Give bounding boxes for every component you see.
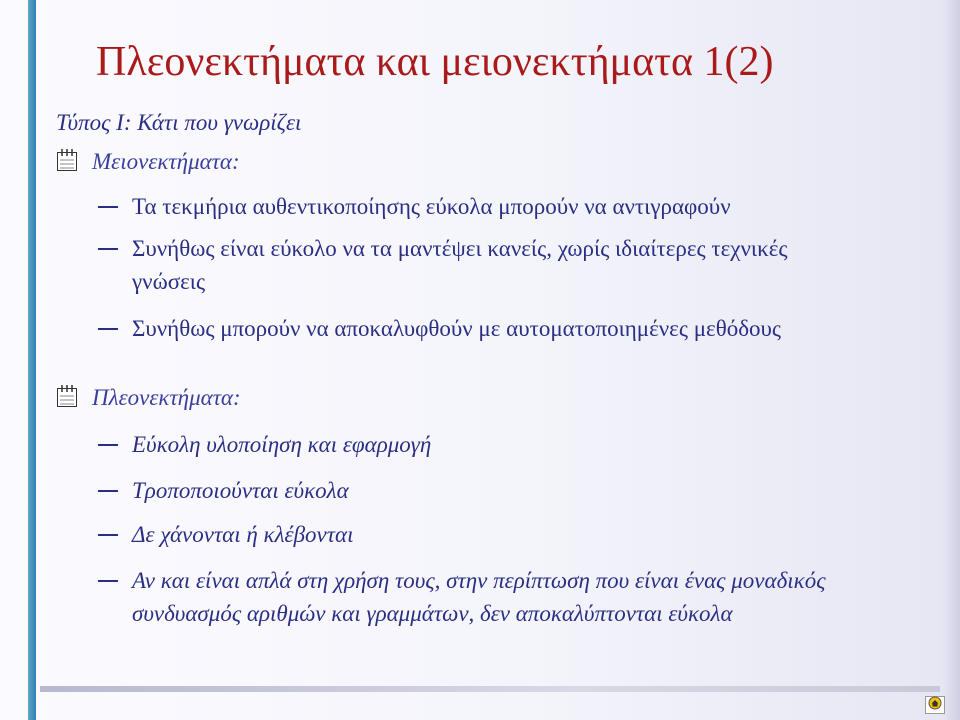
disadvantages-label: Μειονεκτήματα: [92,149,240,174]
dash-bullet [98,580,118,582]
advantage-item [98,428,898,461]
dash-bullet [98,248,118,250]
right-edge-shade [942,0,960,720]
disadvantage-item [98,312,898,345]
footer-rule [40,686,940,692]
bullet-advantages [56,384,241,412]
advantage-item-text: Εύκολη υλοποίηση και εφαρμογή [132,432,432,457]
slide-title: Πλεονεκτήματα και μειονεκτήματα 1(2) [96,39,774,85]
advantage-item [98,474,898,507]
advantage-item-text: Αν και είναι απλά στη χρήση τους, στην περίπτωση που είναι ένας μοναδικός συνδυασμός αριθμών και γραμμάτων, δεν αποκαλύπτονται εύκολα [132,568,826,626]
dash-bullet [98,490,118,492]
dash-bullet [98,328,118,330]
disadvantage-item-text: Συνήθως είναι εύκολο να τα μαντέψει κανείς, χωρίς ιδιαίτερες τεχνικές γνώσεις [132,236,788,294]
advantage-item-text: Δε χάνονται ή κλέβονται [132,522,354,547]
home-icon [928,696,942,715]
disadvantage-item-text: Τα τεκμήρια αυθεντικοποίησης εύκολα μπορούν να αντιγραφούν [132,194,731,219]
advantages-label: Πλεονεκτήματα: [92,385,241,410]
notebook-icon [56,148,78,177]
advantage-item-text: Τροποποιούνται εύκολα [132,478,349,503]
dash-bullet [98,444,118,446]
bullet-disadvantages [56,148,240,176]
disadvantage-item [98,232,898,298]
advantage-item [98,564,898,630]
left-accent-bar [28,0,36,720]
home-nav-button[interactable] [925,696,945,714]
disadvantage-item-text: Συνήθως μπορούν να αποκαλυφθούν με αυτοματοποιημένες μεθόδους [132,316,782,341]
disadvantage-item [98,190,898,223]
advantage-item [98,518,898,551]
notebook-icon [56,384,78,413]
dash-bullet [98,206,118,208]
type-subheading: Τύπος Ι: Κάτι που γνωρίζει [56,110,302,135]
dash-bullet [98,534,118,536]
